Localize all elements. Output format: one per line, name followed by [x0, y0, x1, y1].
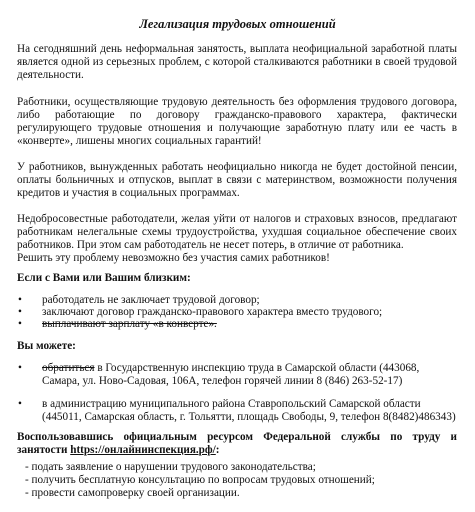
resource-link[interactable]: https://онлайнинспекция.рф/ [70, 444, 216, 456]
paragraph-intro: На сегодняшний день неформальная занятость, выплата неофициальной заработной платы является одной из серьезных проблем, с которой сталкиваются работники в своей трудовой деятельности. [17, 43, 457, 81]
condition-text: работодатель не заключает трудовой договор; [42, 294, 260, 306]
bullet-icon: • [18, 294, 22, 306]
bullet-icon: • [18, 362, 22, 374]
page-title: Легализация трудовых отношений [139, 17, 336, 31]
option-verb: обратиться [42, 362, 95, 374]
option-details: в Государственную инспекцию труда в Самарской области (443068, Самара, ул. Ново-Садовая, 106А, телефон горячей линии 8 (846) 263-52-17) [42, 362, 420, 387]
paragraph-workers: Работники, осуществляющие трудовую деятельность без оформления трудового договора, либо работающие по договору гражданско-правового характера, фактически регулирующего трудовые отношения и получающие заработную плату или ее часть в «конверте», лишены многих социальных гарантий! [17, 96, 457, 147]
condition-text: выплачивают зарплату «в конверте». [42, 318, 217, 330]
option-text [42, 398, 457, 424]
resource-colon: : [215, 444, 220, 456]
action-item: - получить бесплатную консультацию по вопросам трудовых отношений; [25, 474, 375, 486]
condition-text: заключают договор гражданско-правового характера вместо трудового; [42, 306, 383, 318]
paragraph-consequences: У работников, вынужденных работать неофициально никогда не будет достойной пенсии, оплаты больничных и отпусков, выплат в связи с материнством, возможности получения кредитов и участия в социальных программах. [17, 161, 457, 199]
action-item: - провести самопроверку своей организации. [25, 487, 240, 499]
bullet-icon: • [18, 306, 22, 318]
paragraph-employers: Недобросовестные работодатели, желая уйти от налогов и страховых взносов, предлагают работникам нелегальные схемы трудоустройства, ухудшая социальное обеспечение своих работников. При этом сам работодатель не несет потерь, в отличие от работника. [17, 213, 457, 251]
bullet-icon: • [18, 318, 22, 330]
action-item: - подать заявление о нарушении трудового законодательства; [25, 461, 316, 473]
resource-paragraph [17, 431, 457, 457]
resource-text: Воспользовавшись официальным ресурсом Федеральной службы по труду и занятости [17, 431, 457, 456]
bullet-icon: • [18, 398, 22, 410]
option-details: в администрацию муниципального района Ставропольский Самарской области (445011, Самарская область, г. Тольятти, площадь Свободы, 9, телефон 8(8482)486343) [42, 398, 456, 423]
option-text [42, 362, 457, 388]
options-heading: Вы можете: [17, 340, 76, 352]
paragraph-solution: Решить эту проблему невозможно без участия самих работников! [17, 252, 330, 264]
conditions-heading: Если с Вами или Вашим близким: [17, 272, 191, 284]
